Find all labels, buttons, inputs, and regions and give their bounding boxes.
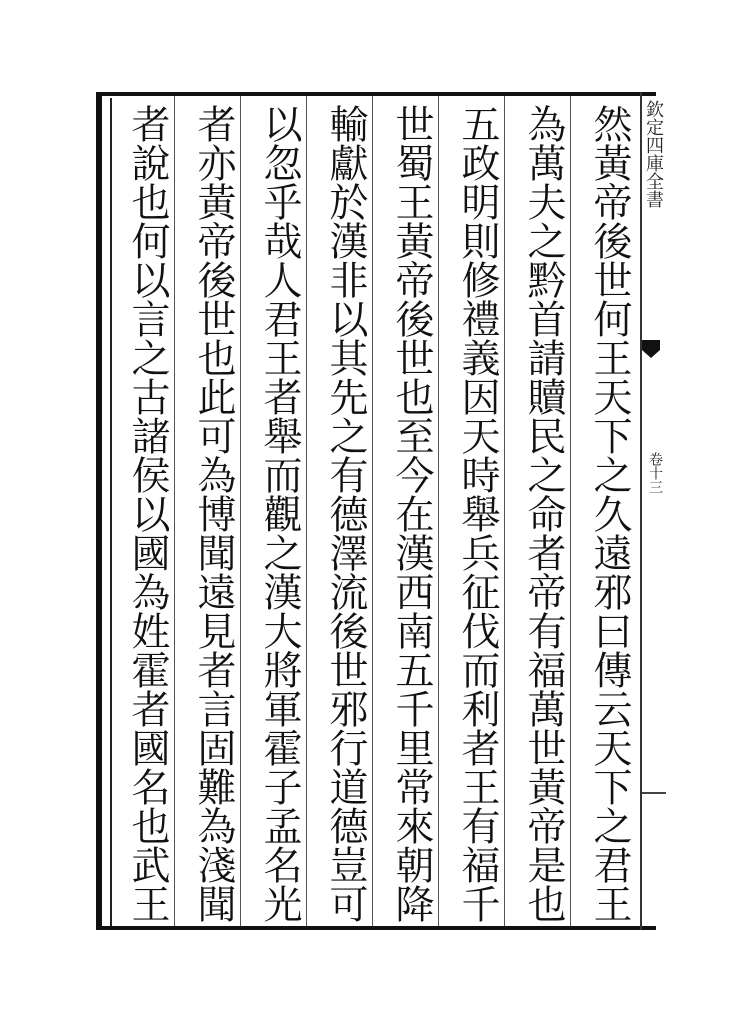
margin-tick-mark: [642, 792, 666, 794]
text-column-6: 以忽乎哉人君王者舉而觀之漢大將軍霍子孟名光: [257, 103, 302, 923]
fish-tail-ornament: [641, 338, 661, 360]
text-column-3: 五政明則修禮義因天時舉兵征伐而利者王有福千: [455, 103, 500, 923]
text-column-1: 然黃帝後世何王天下之久遠邪曰傳云天下之君王: [587, 103, 632, 923]
chapter-label: 卷十三: [647, 452, 663, 494]
text-column-4: 世蜀王黃帝後世也至今在漢西南五千里常來朝降: [389, 103, 434, 923]
book-title: 欽定四庫全書: [643, 100, 664, 208]
text-column-8: 者說也何以言之古諸侯以國為姓霍者國名也武王: [125, 103, 170, 923]
text-column-7: 者亦黃帝後世也此可為博聞遠見者言固難為淺聞: [191, 103, 236, 923]
left-inner-rule: [110, 98, 112, 926]
text-column-5: 輸獻於漢非以其先之有德澤流後世邪行道德豈可: [323, 103, 368, 923]
text-column-2: 為萬夫之黔首請贖民之命者帝有福萬世黃帝是也: [521, 103, 566, 923]
